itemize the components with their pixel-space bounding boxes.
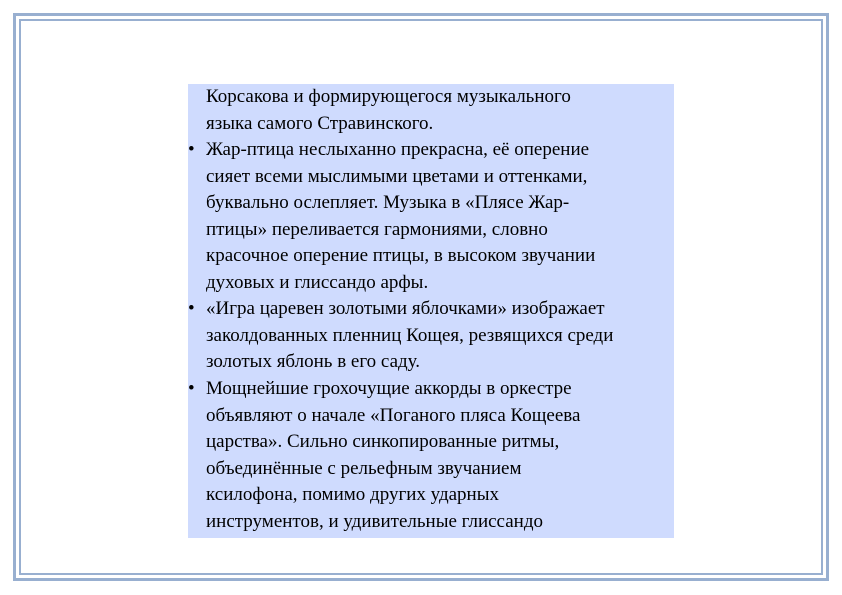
text-line: Мощнейшие грохочущие аккорды в оркестре	[206, 378, 572, 399]
text-line: буквально ослепляет. Музыка в «Плясе Жар-	[206, 192, 570, 214]
bullet-icon: •	[188, 139, 195, 160]
text-line: птицы» переливается гармониями, словно	[206, 218, 548, 240]
text-line: духовых и глиссандо арфы.	[206, 271, 429, 293]
text-line: заколдованных пленниц Кощея, резвящихся среди	[206, 324, 614, 346]
bullet-item-kashchei-dance	[188, 376, 581, 536]
text-line: сияет всеми мыслимыми цветами и оттенками,	[206, 165, 588, 187]
text-line: языка самого Стравинского.	[206, 112, 434, 134]
text-line: Жар-птица неслыханно прекрасна, её оперение	[206, 139, 590, 160]
text-line: царства». Сильно синкопированные ритмы,	[206, 431, 560, 453]
bullet-item-princesses	[188, 296, 614, 376]
text-line: ксилофона, помимо других ударных	[206, 484, 499, 506]
continuation-paragraph	[206, 84, 571, 137]
text-line: объединённые с рельефным звучанием	[206, 457, 522, 479]
bullet-icon: •	[188, 298, 195, 319]
text-line: Корсакова и формирующегося музыкального	[206, 86, 571, 107]
text-box[interactable]	[188, 84, 674, 538]
bullet-icon: •	[188, 378, 195, 399]
text-line: красочное оперение птицы, в высоком звучании	[206, 245, 596, 267]
text-line: инструментов, и удивительные глиссандо	[206, 510, 543, 532]
text-line: «Игра царевен золотыми яблочками» изображает	[206, 298, 605, 319]
text-line: объявляют о начале «Поганого пляса Кощеева	[206, 404, 581, 426]
text-line: золотых яблонь в его саду.	[206, 351, 421, 373]
bullet-item-firebird	[188, 137, 596, 297]
